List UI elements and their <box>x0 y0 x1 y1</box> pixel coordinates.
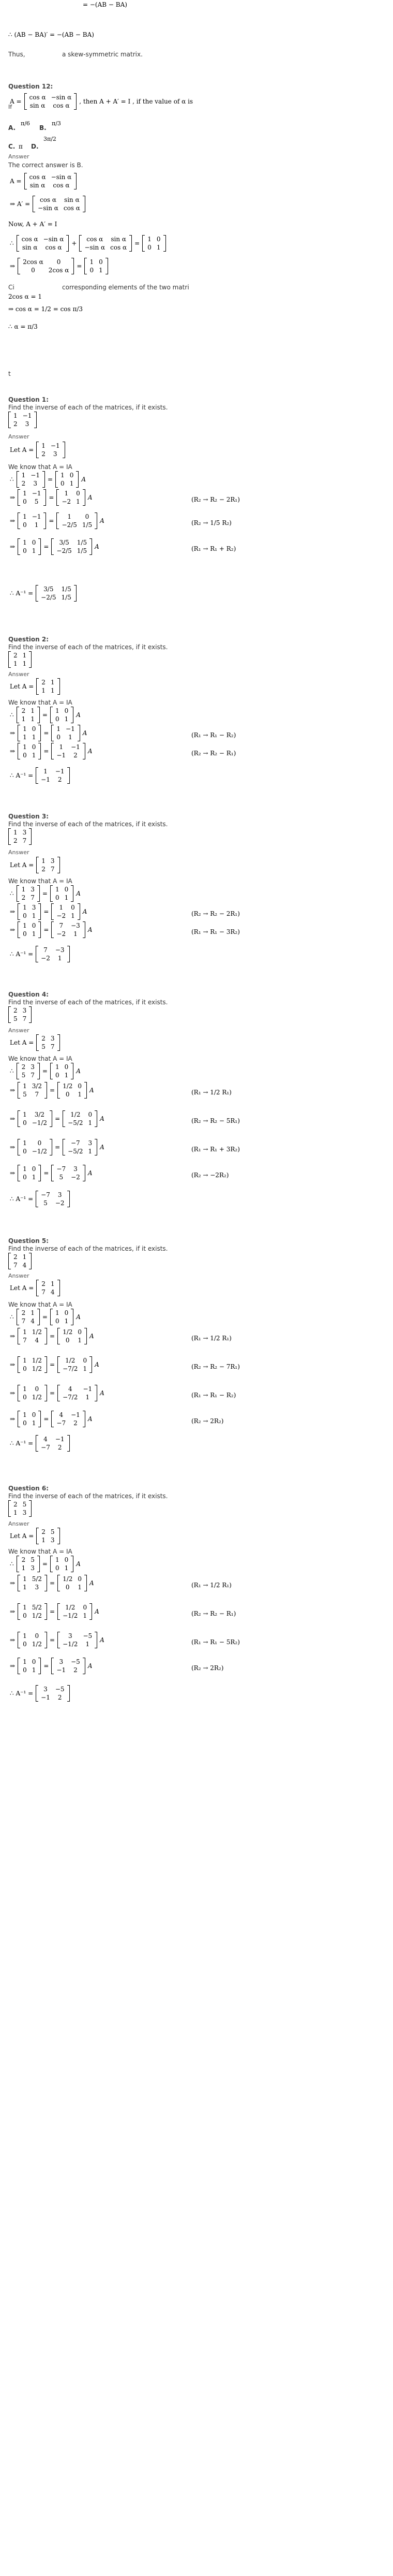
q6-matrix: 2 5 1 3 <box>7 1500 33 1517</box>
q1-answer-label: Answer <box>8 433 29 440</box>
q4-op2: (R₂ → R₂ − 5R₁) <box>191 1117 240 1124</box>
q1-let: Let A = 1 −1 2 3 <box>8 442 66 458</box>
q4-result: ∴ A⁻¹ = −7 3 5 −2 <box>8 1191 71 1207</box>
q6-step4: ⇒ 1 0 0 1 = 3 −5 −1 2 A <box>10 1658 93 1674</box>
q2-answer-label: Answer <box>8 671 29 678</box>
q2-stem: Find the inverse of each of the matrices, if it exists. <box>8 643 168 651</box>
q12-eq2: ⇒ cos α = 1/2 = cos π/3 <box>8 305 83 313</box>
q4-op4: (R₂ → −2R₂) <box>191 1172 229 1179</box>
q2-title: Question 2: <box>8 636 49 643</box>
q1-step3: ⇒ 1 0 0 1 = 3/5 1/5 −2/5 1/5 A <box>10 539 99 554</box>
q3-result: ∴ A⁻¹ = 7 −3 −2 1 <box>8 946 71 962</box>
q2-matrix: 2 1 1 1 <box>7 651 33 668</box>
q6-op4: (R₂ → 2R₂) <box>191 1664 224 1672</box>
q4-let: Let A = 2 3 5 7 <box>8 1034 61 1051</box>
q4-know: We know that A = IA <box>8 1055 72 1062</box>
q4-matrix: 2 3 5 7 <box>7 1006 33 1023</box>
q5-stem: Find the inverse of each of the matrices, if it exists. <box>8 1245 168 1252</box>
q2-let: Let A = 2 1 1 1 <box>8 678 61 695</box>
q1-op1: (R₂ → R₂ − 2R₁) <box>191 496 240 503</box>
q3-op1: (R₂ → R₂ − 2R₁) <box>191 910 240 917</box>
q6-title: Question 6: <box>8 1485 49 1492</box>
q4-step2: ⇒ 1 3/2 0 −1/2 = 1/2 0 −5/2 1 A <box>10 1111 104 1126</box>
q6-know: We know that A = IA <box>8 1548 72 1555</box>
q12-correct: The correct answer is B. <box>8 162 83 169</box>
q5-matrix: 2 1 7 4 <box>7 1253 33 1269</box>
stray-char: t <box>8 370 11 377</box>
q3-title: Question 3: <box>8 813 49 820</box>
q12-optA-val: π/6 <box>21 120 30 127</box>
thus-text: a skew-symmetric matrix. <box>62 51 143 58</box>
q5-know: We know that A = IA <box>8 1301 72 1308</box>
q3-matrix: 1 3 2 7 <box>7 828 33 845</box>
q2-know: We know that A = IA <box>8 699 72 706</box>
q4-stem: Find the inverse of each of the matrices, if it exists. <box>8 999 168 1006</box>
q4-op3: (R₁ → R₁ + 3R₂) <box>191 1146 240 1153</box>
q12-sum: ∴ cos α −sin α sin α cos α + cos α sin α −sin α cos α = 1 0 0 1 <box>8 235 167 252</box>
q1-op2: (R₂ → 1/5 R₂) <box>191 519 232 526</box>
q6-stem: Find the inverse of each of the matrices, if it exists. <box>8 1492 168 1500</box>
q3-answer-label: Answer <box>8 849 29 856</box>
q12-optC: C. <box>8 143 16 150</box>
q6-step2: ⇒ 1 5/2 0 1/2 = 1/2 0 −1/2 1 A <box>10 1604 99 1619</box>
q4-step3: ⇒ 1 0 0 −1/2 = −7 3 −5/2 1 A <box>10 1139 104 1155</box>
q6-op2: (R₂ → R₂ − R₁) <box>191 1610 236 1617</box>
q5-step1: ⇒ 1 1/2 7 4 = 1/2 0 0 1 A <box>10 1328 94 1344</box>
q12-comparing: Ci <box>8 284 14 291</box>
q6-step1: ⇒ 1 5/2 1 3 = 1/2 0 0 1 A <box>10 1575 94 1591</box>
q12-comparing-b: corresponding elements of the two matri <box>62 284 189 291</box>
q4-answer-label: Answer <box>8 1027 29 1034</box>
q4-step0: ∴ 2 3 5 7 = 1 0 0 1 A <box>10 1063 81 1079</box>
q6-answer-label: Answer <box>8 1520 29 1527</box>
q1-know: We know that A = IA <box>8 463 72 471</box>
q12-A: A = cos α −sin α sin α cos α <box>8 173 78 189</box>
q5-step0: ∴ 2 1 7 4 = 1 0 0 1 A <box>10 1309 81 1325</box>
q12-eq3: ∴ α = π/3 <box>8 323 38 330</box>
q5-step2: ⇒ 1 1/2 0 1/2 = 1/2 0 −7/2 1 A <box>10 1357 99 1372</box>
q5-let: Let A = 2 1 7 4 <box>8 1280 61 1296</box>
q1-step2: ⇒ 1 −1 0 1 = 1 0 −2/5 1/5 A <box>10 513 104 529</box>
q6-op1: (R₁ → 1/2 R₁) <box>191 1582 232 1589</box>
q6-step3: ⇒ 1 0 0 1/2 = 3 −5 −1/2 1 A <box>10 1632 104 1648</box>
q1-op3: (R₁ → R₁ + R₂) <box>191 545 236 552</box>
q5-title: Question 5: <box>8 1237 49 1245</box>
q12-if: If <box>8 104 12 110</box>
q12-title: Question 12: <box>8 83 53 90</box>
q5-op4: (R₂ → 2R₂) <box>191 1417 224 1425</box>
q5-result: ∴ A⁻¹ = 4 −1 −7 2 <box>8 1435 71 1452</box>
q5-op3: (R₁ → R₁ − R₂) <box>191 1392 236 1399</box>
thus-label: Thus, <box>8 51 25 58</box>
q6-let: Let A = 2 5 1 3 <box>8 1528 61 1544</box>
top-line-2: ∴ (AB − BA)′ = −(AB − BA) <box>8 31 94 38</box>
q5-answer-label: Answer <box>8 1272 29 1279</box>
q4-step4: ⇒ 1 0 0 1 = −7 3 5 −2 A <box>10 1165 93 1181</box>
q12-eq1: 2cos α = 1 <box>8 293 42 300</box>
q12-sum2: ⇒ 2cos α 0 0 2cos α = 1 0 0 1 <box>8 258 109 274</box>
q12-optB-val: π/3 <box>52 120 61 127</box>
q6-op3: (R₁ → R₁ − 5R₂) <box>191 1638 240 1646</box>
q12-Atrans: ⇒ A′ = cos α sin α −sin α cos α <box>8 196 86 212</box>
q3-step2: ⇒ 1 0 0 1 = 7 −3 −2 1 A <box>10 922 93 938</box>
q12-optA: A. <box>8 124 16 131</box>
q12-optD-val: 3π/2 <box>43 136 56 142</box>
q3-step0: ∴ 1 3 2 7 = 1 0 0 1 A <box>10 886 81 901</box>
q4-title: Question 4: <box>8 991 49 998</box>
q5-op2: (R₂ → R₂ − 7R₁) <box>191 1363 240 1370</box>
q5-op1: (R₁ → 1/2 R₁) <box>191 1335 232 1342</box>
q3-know: We know that A = IA <box>8 877 72 885</box>
q1-title: Question 1: <box>8 396 49 403</box>
q5-step4: ⇒ 1 0 0 1 = 4 −1 −7 2 A <box>10 1411 93 1427</box>
q6-step0: ∴ 2 5 1 3 = 1 0 0 1 A <box>10 1556 81 1572</box>
q3-stem: Find the inverse of each of the matrices, if it exists. <box>8 821 168 828</box>
q6-result: ∴ A⁻¹ = 3 −5 −1 2 <box>8 1685 71 1702</box>
q2-result: ∴ A⁻¹ = 1 −1 −1 2 <box>8 767 71 784</box>
q12-stem: A = cos α −sin α sin α cos α , then A + A′ = I , if the value of α is <box>10 94 193 109</box>
q1-step1: ⇒ 1 −1 0 5 = 1 0 −2 1 A <box>10 490 93 505</box>
q2-step2: ⇒ 1 0 0 1 = 1 −1 −1 2 A <box>10 743 93 759</box>
top-line-1: = −(AB − BA) <box>83 1 127 8</box>
q12-optB: B. <box>39 124 47 131</box>
q3-step1: ⇒ 1 3 0 1 = 1 0 −2 1 A <box>10 904 87 919</box>
q1-step0: ∴ 1 −1 2 3 = 1 0 0 1 A <box>10 472 86 487</box>
q5-step3: ⇒ 1 0 0 1/2 = 4 −1 −7/2 1 A <box>10 1385 104 1401</box>
q2-step0: ∴ 2 1 1 1 = 1 0 0 1 A <box>10 707 81 723</box>
q3-op2: (R₁ → R₁ − 3R₂) <box>191 928 240 935</box>
q12-now: Now, A + A′ = I <box>8 221 57 228</box>
q12-optD: D. <box>31 143 39 150</box>
q3-let: Let A = 1 3 2 7 <box>8 857 61 873</box>
q2-op1: (R₁ → R₁ − R₂) <box>191 731 236 739</box>
q1-matrix: 1 −1 2 3 <box>7 412 38 428</box>
q12-answer-label: Answer <box>8 153 29 160</box>
q1-stem: Find the inverse of each of the matrices, if it exists. <box>8 404 168 411</box>
q2-step1: ⇒ 1 0 1 1 = 1 −1 0 1 A <box>10 725 87 741</box>
q4-step1: ⇒ 1 3/2 5 7 = 1/2 0 0 1 A <box>10 1082 94 1098</box>
q1-result: ∴ A⁻¹ = 3/5 1/5 −2/5 1/5 <box>8 585 78 602</box>
q4-op1: (R₁ → 1/2 R₁) <box>191 1089 232 1096</box>
q12-optC-val: π <box>19 143 23 150</box>
q2-op2: (R₂ → R₂ − R₁) <box>191 750 236 757</box>
